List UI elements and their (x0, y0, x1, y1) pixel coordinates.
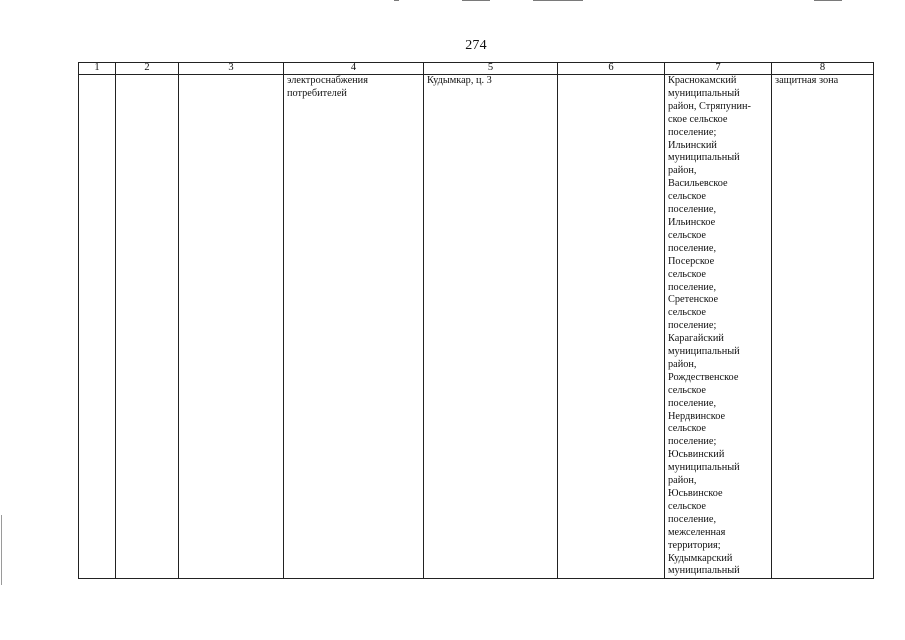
column-header-3: 3 (179, 63, 284, 75)
column-header-5: 5 (424, 63, 558, 75)
table-cell-5: Кудымкар, ц. 3 (424, 75, 558, 579)
table-cell-6 (558, 75, 665, 579)
scan-artifact-line (394, 0, 399, 1)
data-table (78, 62, 874, 579)
table-cell-7: Краснокамский муниципальный район, Стряпунин- ское сельское поселение; Ильинский муниципальный район, Васильевское сельское поселение, Ильинское сельское поселение, Посерское сельское поселение, Сретенское сельское поселение; Карагайский муниципальный район, Рождественское сельское поселение, Нердвинское сельское поселение; Юсьвинский муниципальный район, Юсьвинское сельское поселение, межселенная территория; Кудымкарский муниципальный (665, 75, 772, 579)
table-cell-2 (116, 75, 179, 579)
table-header-row (79, 63, 874, 75)
scan-artifact-line (814, 0, 842, 1)
table-row (79, 75, 874, 579)
scan-artifact-edge (1, 515, 2, 585)
table-cell-8: защитная зона (772, 75, 874, 579)
column-header-8: 8 (772, 63, 874, 75)
column-header-4: 4 (284, 63, 424, 75)
scan-artifact-line (533, 0, 583, 1)
table-cell-3 (179, 75, 284, 579)
column-header-7: 7 (665, 63, 772, 75)
column-header-6: 6 (558, 63, 665, 75)
column-header-1: 1 (79, 63, 116, 75)
scan-artifact-line (462, 0, 490, 1)
column-header-2: 2 (116, 63, 179, 75)
table-cell-1 (79, 75, 116, 579)
table-cell-4: электроснабжения потребителей (284, 75, 424, 579)
page-number: 274 (465, 38, 487, 53)
